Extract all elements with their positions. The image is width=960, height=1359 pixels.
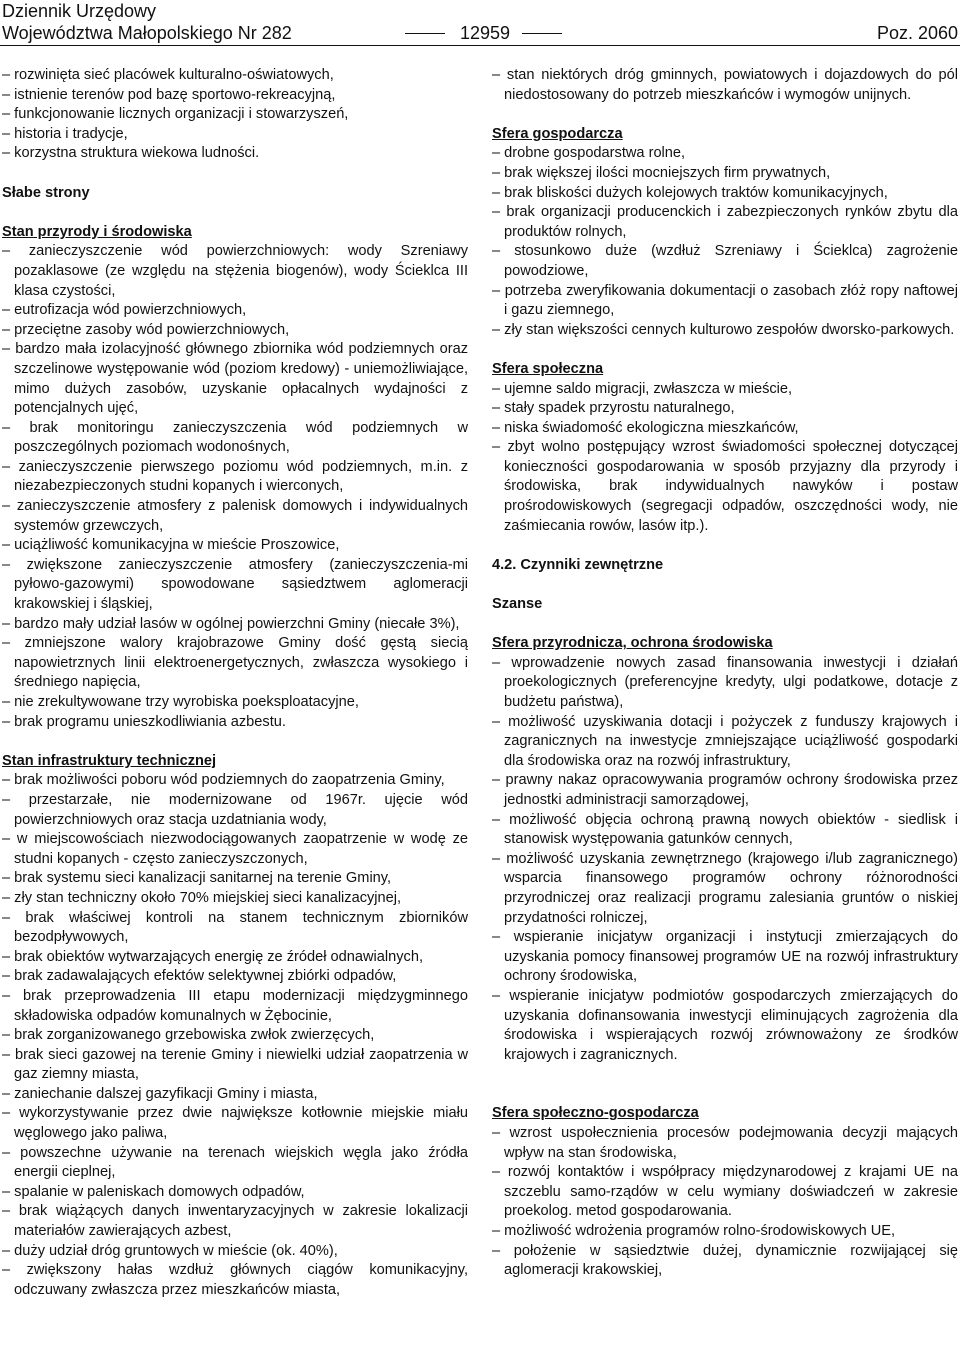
list-item: – brak zorganizowanego grzebowiska zwłok zwierzęcych,: [2, 1026, 468, 1046]
page-header: [0, 0, 960, 46]
list-item: – brak sieci gazowej na terenie Gminy i niewielki udział zaopatrzenia w gaz ziemny miasta,: [2, 1046, 468, 1085]
page-number-dash-right: [522, 33, 562, 34]
list-item: – brak systemu sieci kanalizacji sanitarnej na terenie Gminy,: [2, 869, 468, 889]
section-heading-external-factors: 4.2. Czynniki zewnętrzne: [492, 556, 664, 573]
list-item: – wykorzystywanie przez dwie największe kotłownie miejskie miału węglowego jako paliwa,: [2, 1104, 468, 1143]
list-item: – rozwinięta sieć placówek kulturalno-oświatowych,: [2, 66, 468, 86]
list-item: – prawny nakaz opracowywania programów ochrony środowiska przez jednostki administracji samorządowej,: [492, 771, 958, 810]
section-heading-weaknesses: Słabe strony: [2, 184, 90, 201]
infrastructure-list: [2, 771, 468, 1300]
list-item: – wzrost uspołecznienia procesów podejmowania decyzji mających wpływ na stan środowiska,: [492, 1124, 958, 1163]
list-item: – brak wiążących danych inwentaryzacyjnych w zakresie lokalizacji materiałów zawierających azbest,: [2, 1202, 468, 1241]
subsection-heading-social: Sfera społeczna: [492, 360, 604, 377]
subsection-heading-economy: Sfera gospodarcza: [492, 125, 623, 142]
page-number: 12959: [460, 23, 511, 43]
list-item: – brak przeprowadzenia III etapu modernizacji międzygminnego składowiska odpadów komunalnych w Żębocinie,: [2, 987, 468, 1026]
journal-subtitle: Województwa Małopolskiego Nr 282: [2, 23, 292, 43]
list-item: – brak bliskości dużych kolejowych traktów komunikacyjnych,: [492, 184, 958, 204]
list-item: – rozwój kontaktów i współpracy międzynarodowej z krajami UE na szczeblu samo-rządów w celu wymiany doświadczeń w zakresie proekolog. metod gospodarowania.: [492, 1163, 958, 1222]
list-item: – możliwość uzyskania zewnętrznego (krajowego i/lub zagranicznego) wsparcia finansowego programów ochrony różnorodności przyrodniczej oraz realizacji programu zalesiania gruntów o niskiej przydatności rolniczej,: [492, 850, 958, 928]
list-item: – przestarzałe, nie modernizowane od 1967r. ujęcie wód powierzchniowych oraz stacja uzdatniania wody,: [2, 791, 468, 830]
list-item: – zanieczyszczenie pierwszego poziomu wód podziemnych, m.in. z niezabezpieczonych studni kopanych i wierconych,: [2, 458, 468, 497]
list-item: – niska świadomość ekologiczna mieszkańców,: [492, 419, 958, 439]
list-item: – brak programu unieszkodliwiania azbestu.: [2, 713, 468, 733]
list-item: – brak możliwości poboru wód podziemnych do zaopatrzenia Gminy,: [2, 771, 468, 791]
list-item: – korzystna struktura wiekowa ludności.: [2, 144, 468, 164]
subsection-heading-nature-protection: Sfera przyrodnicza, ochrona środowiska: [492, 635, 773, 652]
list-item: – zanieczyszczenie wód powierzchniowych: wody Szreniawy pozaklasowe (ze względu na stężenia biogenów), wody Ścieklca III klasa czystości,: [2, 242, 468, 301]
list-item: – zwiększone zanieczyszczenie atmosfery (zanieczyszczenia-mi pyłowo-gazowymi) spowodowane sąsiedztwem aglomeracji krakowskiej i śląskiej,: [2, 556, 468, 615]
left-column: [2, 66, 468, 1300]
strengths-list-continued: [2, 66, 468, 164]
list-item: – położenie w sąsiedztwie dużej, dynamicznie rozwijającej się aglomeracji krakowskiej,: [492, 1242, 958, 1281]
list-item: – bardzo mała izolacyjność głównego zbiornika wód podziemnych oraz szczelinowe występowanie wód (poziom kredowy) - uniemożliwiające, mimo dużych zasobów, uzyskanie opłacalnych wydajności z potencjalnych ujęć,: [2, 340, 468, 418]
list-item: – zły stan większości cennych kulturowo zespołów dworsko-parkowych.: [492, 321, 958, 341]
subsection-heading-infrastructure: Stan infrastruktury technicznej: [2, 752, 217, 769]
subsection-heading-nature: Stan przyrody i środowiska: [2, 223, 192, 240]
list-item: – możliwość wdrożenia programów rolno-środowiskowych UE,: [492, 1222, 958, 1242]
list-item: – zbyt wolno postępujący wzrost świadomości społecznej dotyczącej konieczności gospodarowania w sposób przyjazny dla przyrody i środowiska, brak indywidualnych nawyków i postaw prośrodowiskowych (segregacji odpadów, oszczędności wody, nie zaśmiecania rowów, lasów itp.).: [492, 438, 958, 536]
social-list: [492, 380, 958, 537]
list-item: – spalanie w paleniskach domowych odpadów,: [2, 1183, 468, 1203]
socio-economic-list: [492, 1124, 958, 1281]
list-item: – wspieranie inicjatyw organizacji i instytucji zmierzających do uzyskania pomocy finansowej programów UE na rozwój infrastruktury ochrony środowiska,: [492, 928, 958, 987]
list-item: – zanieczyszczenie atmosfery z palenisk domowych i indywidualnych systemów grzewczych,: [2, 497, 468, 536]
list-item: – nie zrekultywowane trzy wyrobiska poeksploatacyjne,: [2, 693, 468, 713]
list-item: – wspieranie inicjatyw podmiotów gospodarczych zmierzających do uzyskania dofinansowania inwestycji eliminujących zagrożenia dla środowiska i wspierających rozwój zrównoważony ze środków krajowych i zagranicznych.: [492, 987, 958, 1065]
list-item: – brak organizacji producenckich i zabezpieczonych rynków zbytu dla produktów rolnych,: [492, 203, 958, 242]
list-item: – stosunkowo duże (wzdłuż Szreniawy i Ścieklca) zagrożenie powodziowe,: [492, 242, 958, 281]
list-item: – możliwość objęcia ochroną prawną nowych obiektów - siedlisk i stanowisk występowania gatunków cennych,: [492, 811, 958, 850]
list-item: – drobne gospodarstwa rolne,: [492, 144, 958, 164]
list-item: – stały spadek przyrostu naturalnego,: [492, 399, 958, 419]
position-number: Poz. 2060: [876, 23, 958, 43]
list-item: – możliwość uzyskiwania dotacji i pożyczek z funduszy krajowych i zagranicznych na inwestycje zmniejszające uciążliwość gospodarki dla środowiska oraz na rozwój infrastruktury,: [492, 713, 958, 772]
list-item: – eutrofizacja wód powierzchniowych,: [2, 301, 468, 321]
list-item: – brak monitoringu zanieczyszczenia wód podziemnych w poszczególnych poziomach wodonośnych,: [2, 419, 468, 458]
section-heading-opportunities: Szanse: [492, 596, 543, 613]
list-item: – zaniechanie dalszej gazyfikacji Gminy i miasta,: [2, 1085, 468, 1105]
nature-protection-list: [492, 654, 958, 1065]
list-item: – przeciętne zasoby wód powierzchniowych,: [2, 321, 468, 341]
subsection-heading-socio-economic: Sfera społeczno-gospodarcza: [492, 1105, 699, 1122]
nature-list: [2, 242, 468, 732]
list-item: – brak zadawalających efektów selektywnej zbiórki odpadów,: [2, 967, 468, 987]
list-item: – potrzeba zweryfikowania dokumentacji o zasobach złóż ropy naftowej i gazu ziemnego,: [492, 282, 958, 321]
list-item: – duży udział dróg gruntowych w mieście (ok. 40%),: [2, 1242, 468, 1262]
list-item: – wprowadzenie nowych zasad finansowania inwestycji i działań proekologicznych (preferencyjne kredyty, ulgi podatkowe, dotacje z budżetu państwa),: [492, 654, 958, 713]
infrastructure-list-continued: [492, 66, 958, 105]
list-item: – stan niektórych dróg gminnych, powiatowych i dojazdowych do pól niedostosowany do potrzeb mieszkańców i wymogów unijnych.: [492, 66, 958, 105]
list-item: – funkcjonowanie licznych organizacji i stowarzyszeń,: [2, 105, 468, 125]
list-item: – zły stan techniczny około 70% miejskiej sieci kanalizacyjnej,: [2, 889, 468, 909]
list-item: – zmniejszone walory krajobrazowe Gminy dość gęstą siecią napowietrznych linii elektroenergetycznych, zwłaszcza wysokiego i średniego napięcia,: [2, 634, 468, 693]
list-item: – istnienie terenów pod bazę sportowo-rekreacyjną,: [2, 86, 468, 106]
list-item: – bardzo mały udział lasów w ogólnej powierzchni Gminy (niecałe 3%),: [2, 615, 468, 635]
list-item: – w miejscowościach niezwodociągowanych zaopatrzenie w wodę ze studni kopanych - często zanieczyszczonych,: [2, 830, 468, 869]
journal-title: Dziennik Urzędowy: [2, 1, 157, 21]
list-item: – brak właściwej kontroli na stanem technicznym zbiorników bezodpływowych,: [2, 909, 468, 948]
list-item: – powszechne używanie na terenach wiejskich węgla jako źródła energii cieplnej,: [2, 1144, 468, 1183]
list-item: – brak obiektów wytwarzających energię ze źródeł odnawialnych,: [2, 948, 468, 968]
list-item: – zwiększony hałas wzdłuż głównych ciągów komunikacyjny, odczuwany zwłaszcza przez mieszkańców miasta,: [2, 1261, 468, 1300]
right-column: [492, 66, 958, 1281]
header-rule: [0, 45, 960, 46]
list-item: – historia i tradycje,: [2, 125, 468, 145]
list-item: – brak większej ilości mocniejszych firm prywatnych,: [492, 164, 958, 184]
list-item: – uciążliwość komunikacyjna w mieście Proszowice,: [2, 536, 468, 556]
economy-list: [492, 144, 958, 340]
list-item: – ujemne saldo migracji, zwłaszcza w mieście,: [492, 380, 958, 400]
page-number-dash-left: [405, 33, 445, 34]
